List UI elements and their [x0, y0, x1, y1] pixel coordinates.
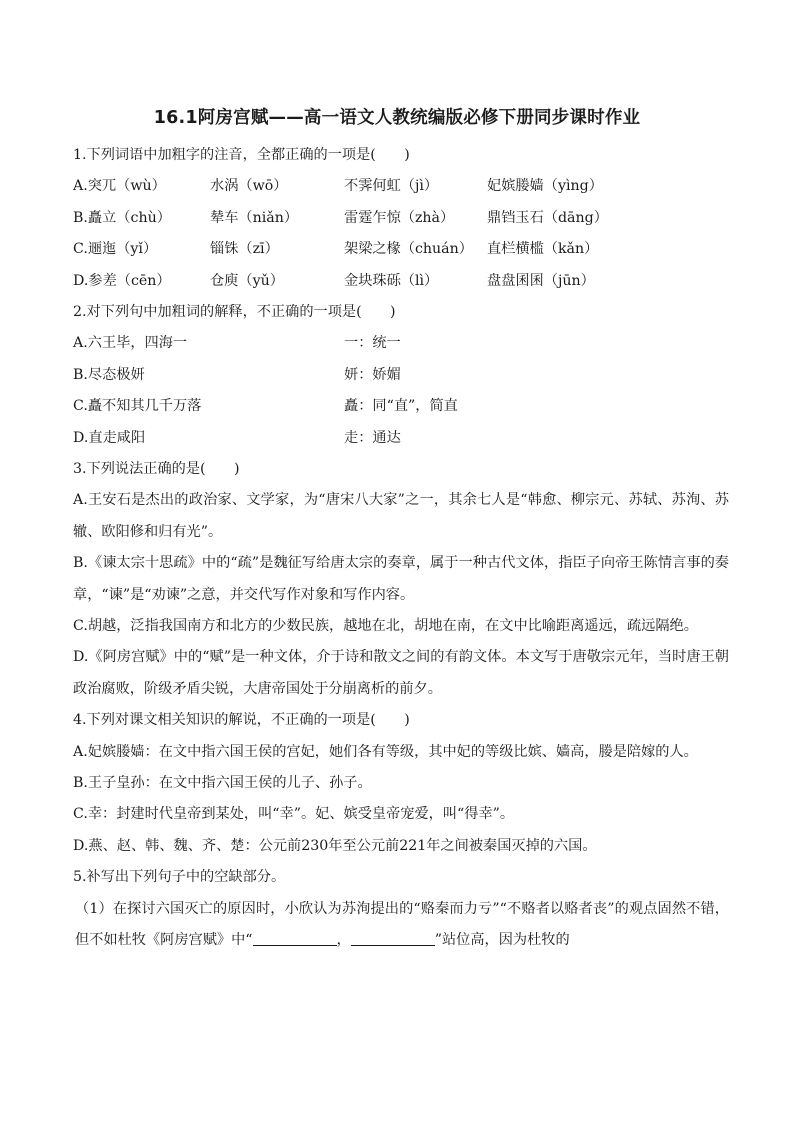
question-2-stem: 2.对下列句中加粗词的解释，不正确的一项是( )	[73, 303, 396, 320]
question-4-stem: 4.下列对课文相关知识的解说，不正确的一项是( )	[73, 712, 410, 729]
option-term: 鼎铛玉石（dāng）	[487, 209, 608, 226]
option-sentence: B.尽态极妍	[73, 366, 145, 383]
answer-blank-2[interactable]	[351, 929, 435, 946]
question-2-option-b	[73, 360, 729, 391]
answer-blank-1[interactable]	[253, 929, 337, 946]
question-4-option-d: D.燕、赵、韩、魏、齐、楚：公元前230年至公元前221年之间被秦国灭掉的六国。	[73, 837, 597, 854]
option-term: 不霁何虹（jì）	[344, 178, 439, 195]
option-sentence: C.矗不知其几千万落	[73, 398, 202, 415]
option-term: 辇车（niǎn）	[210, 209, 299, 226]
question-4-option-c: C.幸：封建时代皇帝到某处，叫“幸”。妃、嫔受皇帝宠爱，叫“得幸”。	[73, 806, 515, 823]
question-3-option-a: A.王安石是杰出的政治家、文学家，为“唐宋八大家”之一，其余七人是“韩愈、柳宗元、苏轼、苏洵、苏辙、欧阳修和归有光”。	[73, 492, 729, 540]
option-term: 架梁之椽（chuán）	[344, 241, 473, 258]
option-explanation: 一：统一	[344, 335, 401, 352]
option-explanation: 矗：同“直”，简直	[344, 398, 458, 415]
option-term: A.突兀（wù）	[73, 178, 166, 195]
option-sentence: D.直走咸阳	[73, 429, 146, 446]
page-title: 16.1阿房宫赋——高一语文人教统编版必修下册同步课时作业	[153, 108, 641, 128]
item-1-separator: ，	[336, 931, 351, 948]
question-1-option-b	[73, 203, 729, 234]
question-3-option-d: D.《阿房宫赋》中的“赋”是一种文体，介于诗和散文之间的有韵文体。本文写于唐敬宗元年，当时唐王朝政治腐败，阶级矛盾尖锐，大唐帝国处于分崩离析的前夕。	[73, 649, 729, 697]
option-term: 金块珠砾（lì）	[344, 272, 439, 289]
option-term: B.矗立（chù）	[73, 209, 171, 226]
option-term: 锱铢（zī）	[210, 241, 279, 258]
question-1-stem: 1.下列词语中加粗字的注音，全都正确的一项是( )	[73, 147, 410, 163]
question-1-option-a	[73, 171, 729, 202]
option-explanation: 走：通达	[344, 429, 401, 446]
option-term: 妃嫔媵嫱（yìng）	[487, 178, 603, 195]
option-term: 直栏横槛（kǎn）	[487, 241, 599, 258]
question-1-option-d	[73, 266, 729, 297]
question-1-option-c	[73, 234, 729, 265]
question-5-item-1	[73, 894, 729, 957]
question-3-option-b: B.《谏太宗十思疏》中的“疏”是魏征写给唐太宗的奏章，属于一种古代文体，指臣子向帝王陈情言事的奏章，“谏”是“劝谏”之意，并交代写作对象和写作内容。	[73, 555, 729, 603]
option-term: 水涡（wō）	[210, 178, 288, 195]
option-term: C.逦迤（yǐ）	[73, 241, 158, 258]
option-sentence: A.六王毕，四海一	[73, 335, 188, 352]
option-term: 仓庾（yǔ）	[210, 272, 284, 289]
option-explanation: 妍：娇媚	[344, 366, 401, 383]
option-term: D.参差（cēn）	[73, 272, 171, 289]
item-1-text-before: （1）在探讨六国灭亡的原因时，小欣认为苏洵提出的“赂秦而力亏”“不赂者以赂者丧”的观点固然不错，但不如杜牧《阿房宫赋》中“	[75, 900, 729, 948]
question-4-option-a: A.妃嫔媵嫱：在文中指六国王侯的宫妃，她们各有等级，其中妃的等级比嫔、嫱高，媵是陪嫁的人。	[73, 743, 698, 760]
worksheet-content	[73, 140, 729, 956]
option-term: 盘盘囷囷（jūn）	[487, 272, 595, 289]
question-5-stem: 5.补写出下列句子中的空缺部分。	[73, 869, 286, 886]
question-2-option-d	[73, 423, 729, 454]
question-4-option-b: B.王子皇孙：在文中指六国王侯的儿子、孙子。	[73, 774, 372, 791]
question-2-option-c	[73, 391, 729, 422]
question-2-option-a	[73, 328, 729, 359]
question-3-stem: 3.下列说法正确的是( )	[73, 460, 240, 477]
item-1-text-after: ”站位高，因为杜牧的	[434, 931, 570, 948]
question-3-option-c: C.胡越，泛指我国南方和北方的少数民族，越地在北，胡地在南，在文中比喻距离遥远，疏远隔绝。	[73, 617, 698, 634]
option-term: 雷霆乍惊（zhà）	[344, 209, 455, 226]
